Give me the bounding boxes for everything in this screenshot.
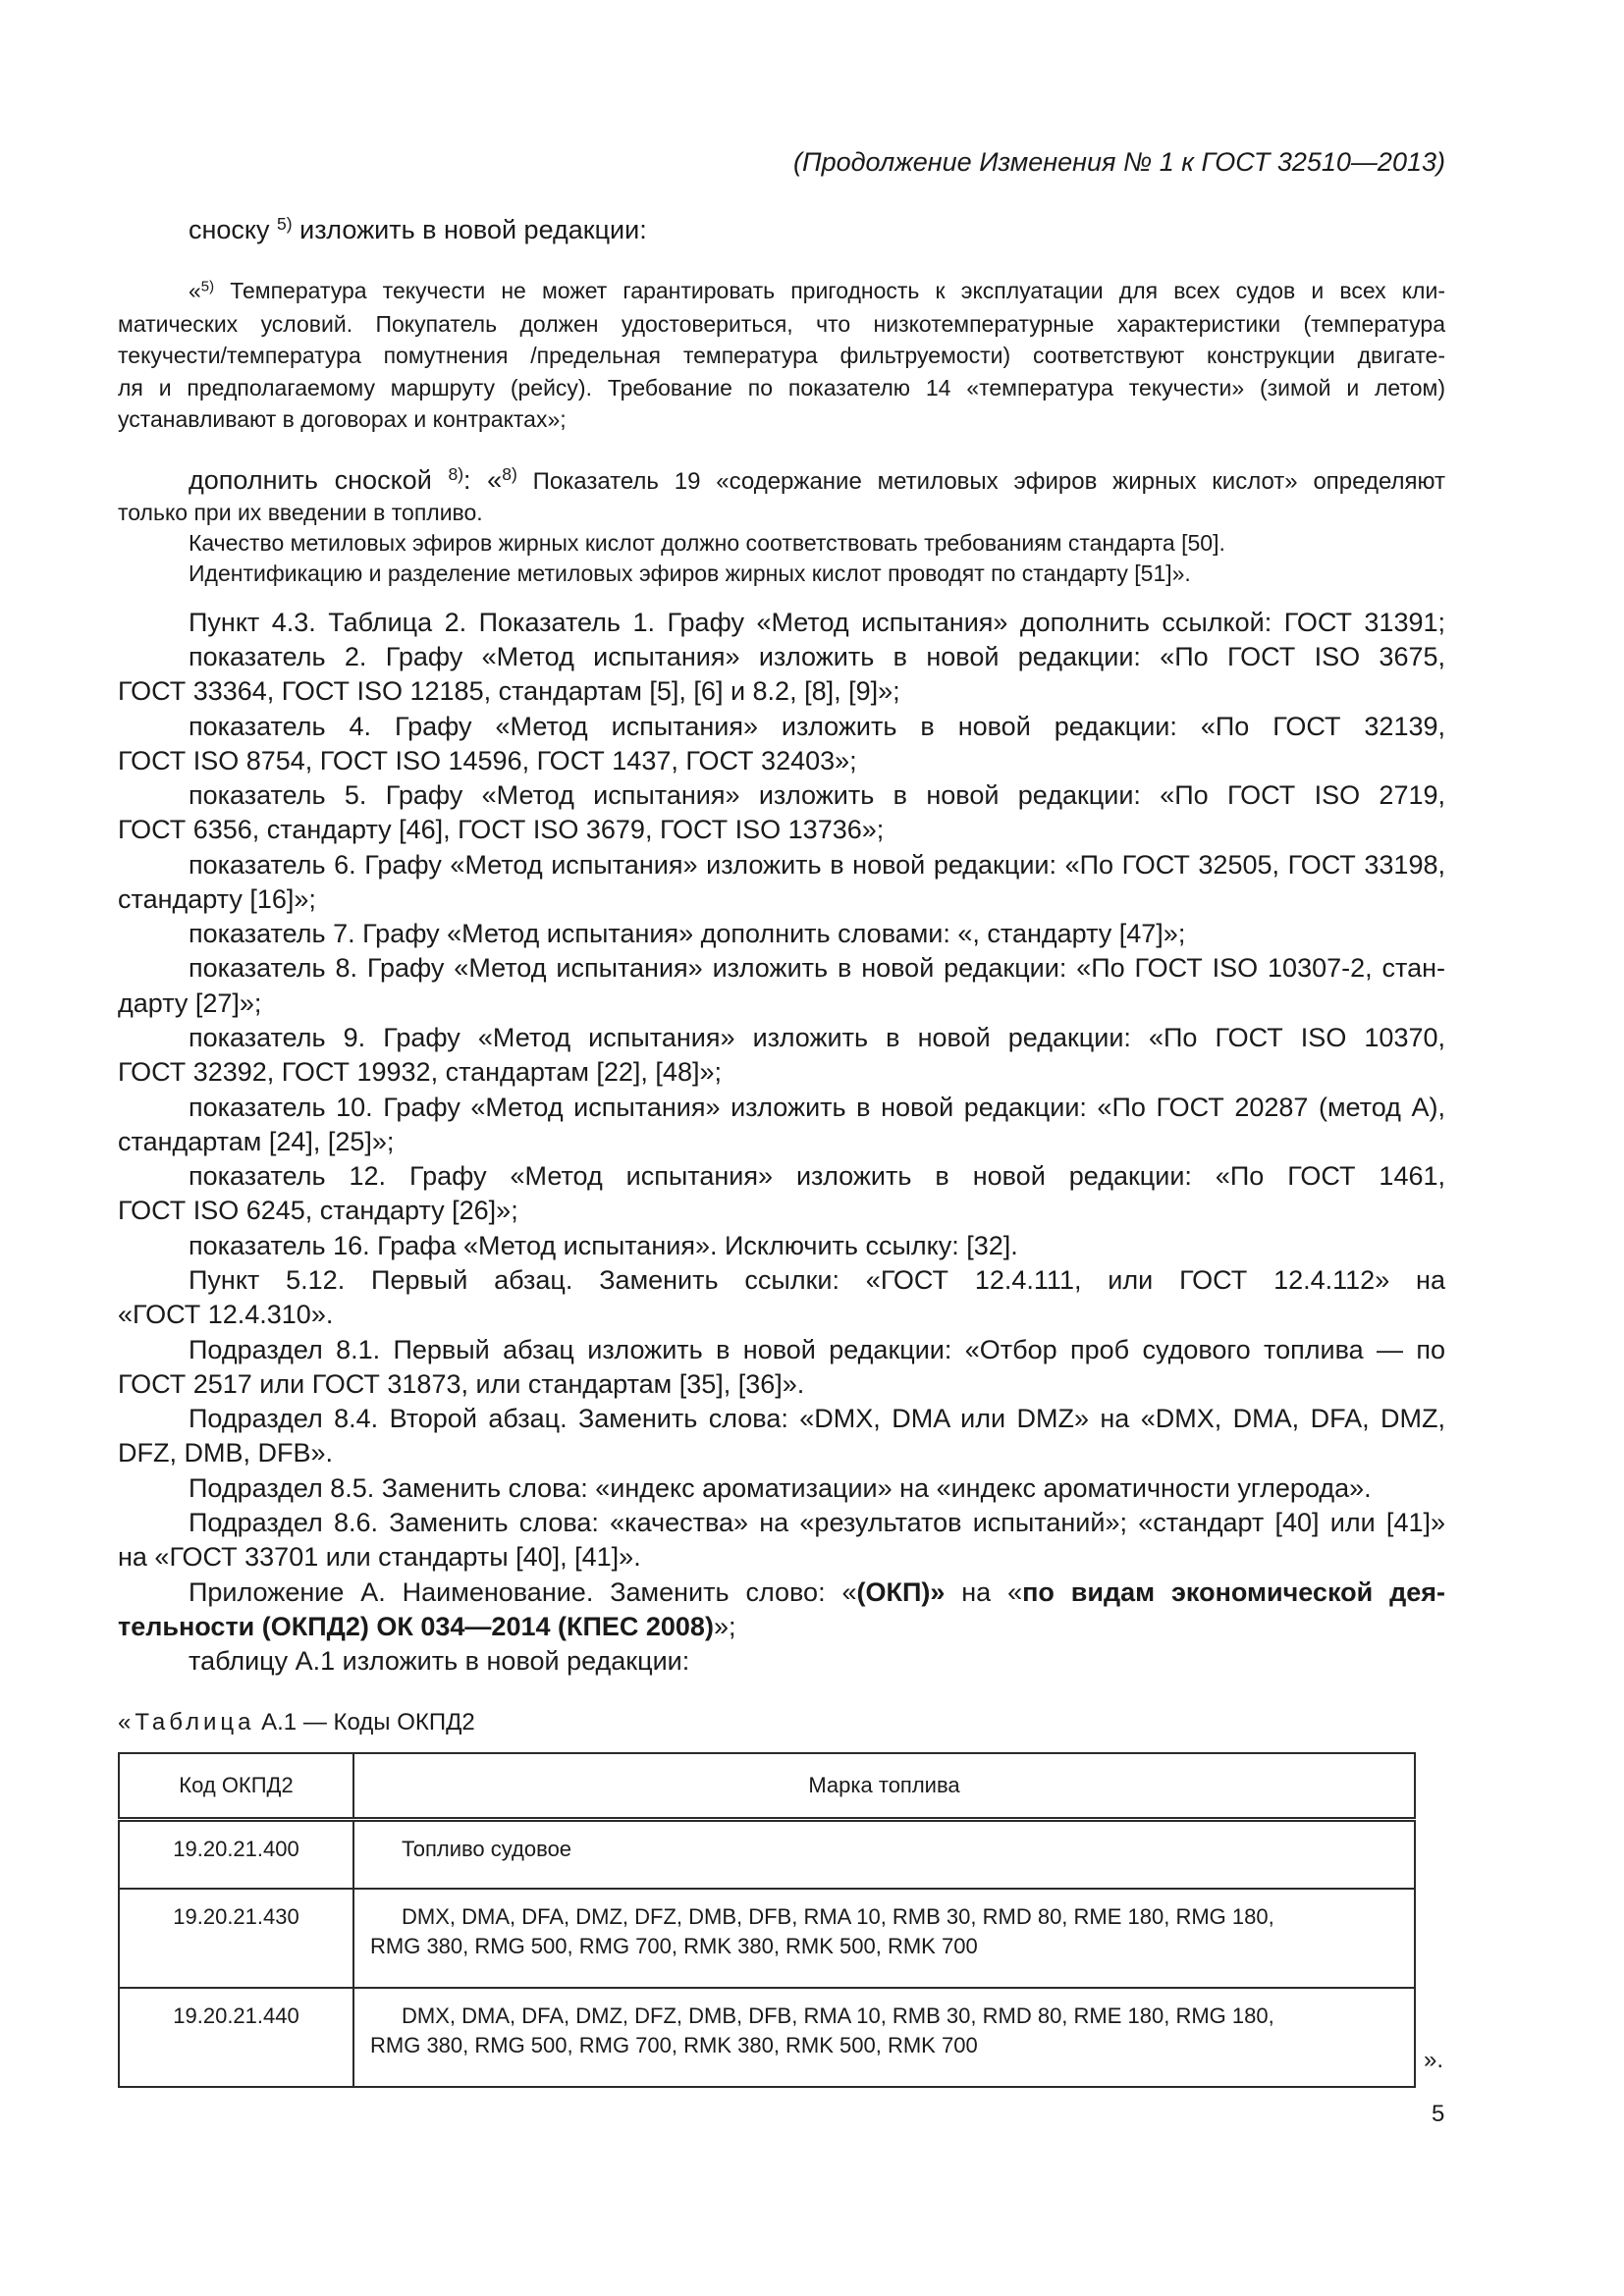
- bold-text: по видам экономической дея-: [1022, 1577, 1445, 1607]
- fuel-grade-cell: [353, 1988, 1415, 2087]
- text: »;: [713, 1612, 736, 1641]
- body-line: дарту [27]»;: [118, 988, 262, 1018]
- body-line: «ГОСТ 12.4.310».: [118, 1300, 334, 1329]
- body-line: ГОСТ ISO 6245, стандарту [26]»;: [118, 1196, 518, 1225]
- running-header: (Продолжение Изменения № 1 к ГОСТ 32510—2013): [793, 147, 1445, 177]
- text: Приложение А. Наименование. Заменить слово: «: [189, 1577, 857, 1607]
- page-number: 5: [1432, 2101, 1445, 2127]
- table-caption: [118, 1707, 1445, 1738]
- text: DMX, DMA, DFA, DMZ, DFZ, DMB, DFB, RMA 10, RMB 30, RMD 80, RME 180, RMG 180,: [402, 1904, 1274, 1929]
- okpd2-codes-table: [118, 1752, 1416, 2088]
- column-header-fuel-grade: Марка топлива: [353, 1753, 1415, 1820]
- footnote8-line1: [189, 462, 1445, 498]
- body-line: стандарту [16]»;: [118, 884, 316, 914]
- superscript: 5): [200, 278, 215, 295]
- footnote8-line2: только при их введении в топливо.: [118, 500, 483, 525]
- text: RMG 380, RMG 500, RMG 700, RMK 380, RMK 500, RMK 700: [370, 2033, 978, 2057]
- superscript: 8): [448, 464, 464, 485]
- body-line: на «ГОСТ 33701 или стандарты [40], [41]».: [118, 1542, 641, 1572]
- body-line: Пункт 4.3. Таблица 2. Показатель 1. Графу «Метод испытания» дополнить ссылкой: ГОСТ 31391;: [189, 608, 1445, 637]
- fuel-grade-cell: [353, 1889, 1415, 1988]
- caption-label: «Таблица: [118, 1709, 255, 1735]
- body-line: ГОСТ 6356, стандарту [46], ГОСТ ISO 3679, ГОСТ ISO 13736»;: [118, 815, 885, 844]
- text: DMX, DMA, DFA, DMZ, DFZ, DMB, DFB, RMA 10, RMB 30, RMD 80, RME 180, RMG 180,: [402, 2003, 1274, 2028]
- body-line: показатель 16. Графа «Метод испытания». Исключить ссылку: [32].: [189, 1231, 1018, 1260]
- footnote5-intro: [189, 212, 1445, 247]
- text: сноску: [189, 215, 278, 244]
- text: Показатель 19 «содержание метиловых эфиров жирных кислот» определяют: [516, 468, 1445, 495]
- body-line: показатель 4. Графу «Метод испытания» изложить в новой редакции: «По ГОСТ 32139,: [189, 712, 1445, 741]
- code-cell: 19.20.21.430: [119, 1889, 353, 1988]
- body-line: ГОСТ 33364, ГОСТ ISO 12185, стандартам [5], [6] и 8.2, [8], [9]»;: [118, 676, 900, 706]
- text: на «: [945, 1577, 1023, 1607]
- body-line: Подраздел 8.4. Второй абзац. Заменить слова: «DMX, DMA или DMZ» на «DMX, DMA, DFA, DMZ,: [189, 1404, 1445, 1433]
- fuel-grade-cell: [353, 1820, 1415, 1890]
- table-row: [119, 1820, 1415, 1890]
- table-intro: таблицу А.1 изложить в новой редакции:: [189, 1646, 690, 1676]
- body-line: ГОСТ 32392, ГОСТ 19932, стандартам [22], [48]»;: [118, 1057, 722, 1087]
- appendix-line2: [118, 1609, 1445, 1644]
- body-line: показатель 9. Графу «Метод испытания» изложить в новой редакции: «По ГОСТ ISO 10370,: [189, 1023, 1445, 1052]
- footnote5-line2: матических условий. Покупатель должен удостовериться, что низкотемпературные характеристики (температура: [118, 311, 1445, 337]
- body-line: показатель 10. Графу «Метод испытания» изложить в новой редакции: «По ГОСТ 20287 (метод А),: [189, 1093, 1445, 1122]
- table-row: [119, 1988, 1415, 2087]
- bold-text: (ОКП)»: [856, 1577, 946, 1607]
- text: изложить в новой редакции:: [292, 215, 647, 244]
- body-line: Подраздел 8.1. Первый абзац изложить в новой редакции: «Отбор проб судового топлива — по: [189, 1335, 1445, 1364]
- text: дополнить сноской: [189, 465, 449, 495]
- superscript: 8): [502, 464, 517, 485]
- closing-quote: ».: [1424, 2047, 1444, 2073]
- body-line: ГОСТ ISO 8754, ГОСТ ISO 14596, ГОСТ 1437, ГОСТ 32403»;: [118, 746, 857, 775]
- appendix-line1: [189, 1575, 1445, 1610]
- body-line: ГОСТ 2517 или ГОСТ 31873, или стандартам [35], [36]».: [118, 1369, 805, 1399]
- body-line: показатель 7. Графу «Метод испытания» дополнить словами: «, стандарту [47]»;: [189, 919, 1186, 948]
- caption-text: А.1 — Коды ОКПД2: [254, 1709, 475, 1735]
- footnote5-line3: текучести/температура помутнения /предельная температура фильтруемости) соответствуют конструкции двигате-: [118, 343, 1445, 368]
- body-line: показатель 2. Графу «Метод испытания» изложить в новой редакции: «По ГОСТ ISO 3675,: [189, 642, 1445, 671]
- table-header-row: [119, 1753, 1415, 1820]
- body-line: показатель 12. Графу «Метод испытания» изложить в новой редакции: «По ГОСТ 1461,: [189, 1161, 1445, 1191]
- body-line: стандартам [24], [25]»;: [118, 1127, 395, 1156]
- body-line: DFZ, DMB, DFB».: [118, 1438, 334, 1468]
- body-line: показатель 8. Графу «Метод испытания» изложить в новой редакции: «По ГОСТ ISO 10307-2, стан-: [189, 953, 1445, 983]
- footnote5-line4: ля и предполагаемому маршруту (рейсу). Требование по показателю 14 «температура текучести» (зимой и летом): [118, 375, 1445, 400]
- footnote5-line5: устанавливают в договорах и контрактах»;: [118, 406, 567, 432]
- code-cell: 19.20.21.440: [119, 1988, 353, 2087]
- body-line: Пункт 5.12. Первый абзац. Заменить ссылки: «ГОСТ 12.4.111, или ГОСТ 12.4.112» на: [189, 1265, 1445, 1295]
- text: : «: [463, 465, 503, 495]
- table-row: [119, 1889, 1415, 1988]
- footnote5-line1: [189, 275, 1445, 306]
- bold-text: тельности (ОКПД2) ОК 034—2014 (КПЕС 2008): [118, 1612, 714, 1641]
- text: «: [189, 278, 201, 303]
- body-line: показатель 6. Графу «Метод испытания» изложить в новой редакции: «По ГОСТ 32505, ГОСТ 33198,: [189, 850, 1445, 880]
- footnote8-line4: Идентификацию и разделение метиловых эфиров жирных кислот проводят по стандарту [51]».: [189, 561, 1191, 586]
- text: RMG 380, RMG 500, RMG 700, RMK 380, RMK 500, RMK 700: [370, 1934, 978, 1958]
- body-line: Подраздел 8.5. Заменить слова: «индекс ароматизации» на «индекс ароматичности углерода».: [189, 1473, 1372, 1503]
- text: Температура текучести не может гарантировать пригодность к эксплуатации для всех судов и всех кли-: [214, 278, 1445, 303]
- superscript: 5): [277, 214, 293, 235]
- column-header-code: Код ОКПД2: [119, 1753, 353, 1820]
- footnote8-line3: Качество метиловых эфиров жирных кислот должно соответствовать требованиям стандарта [50].: [189, 530, 1225, 556]
- body-line: показатель 5. Графу «Метод испытания» изложить в новой редакции: «По ГОСТ ISO 2719,: [189, 780, 1445, 810]
- text: Топливо судовое: [402, 1837, 572, 1861]
- code-cell: 19.20.21.400: [119, 1820, 353, 1890]
- body-line: Подраздел 8.6. Заменить слова: «качества» на «результатов испытаний»; «стандарт [40] или [41]»: [189, 1508, 1445, 1537]
